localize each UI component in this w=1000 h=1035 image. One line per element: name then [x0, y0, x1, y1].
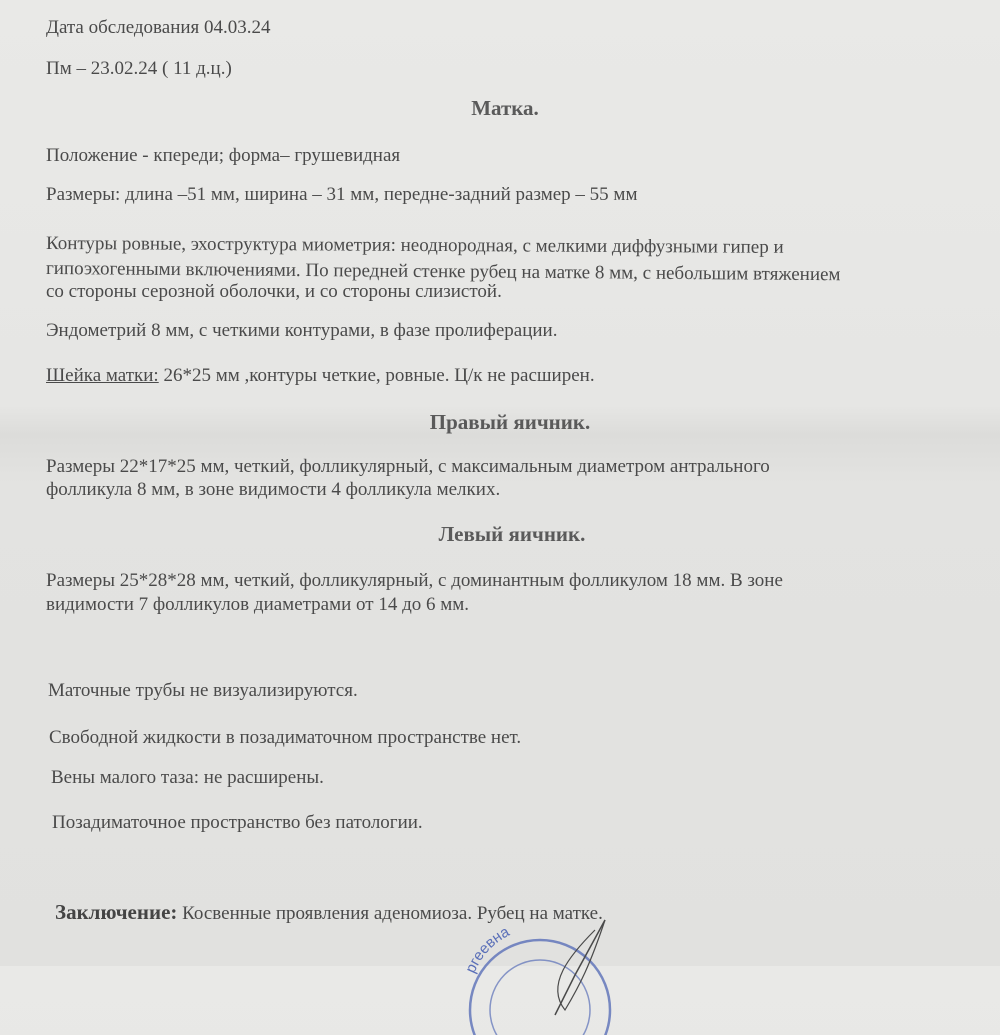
cervix-text: 26*25 мм ,контуры четкие, ровные. Ц/к не расширен. — [158, 365, 595, 386]
signature — [555, 920, 605, 1015]
endometrium: Эндометрий 8 мм, с четкими контурами, в фазе пролиферации. — [46, 320, 558, 341]
doctor-stamp — [455, 915, 625, 1035]
uterus-contours-line: со стороны серозной оболочки, и со стороны слизистой. — [46, 281, 502, 302]
exam-date: Дата обследования 04.03.24 — [46, 17, 271, 38]
right-ovary-heading: Правый яичник. — [429, 410, 591, 434]
left-ovary-heading: Левый яичник. — [438, 522, 586, 546]
conclusion-text: Косвенные проявления аденомиоза. Рубец на матке. — [177, 903, 603, 924]
uterus-sizes: Размеры: длина –51 мм, ширина – 31 мм, передне-задний размер – 55 мм — [46, 184, 638, 205]
right-ovary-line: Размеры 22*17*25 мм, четкий, фолликулярный, с максимальным диаметром антрального — [46, 456, 770, 477]
lmp-date: Пм – 23.02.24 ( 11 д.ц.) — [46, 58, 232, 79]
uterus-contours-line: гипоэхогенными включениями. По передней стенке рубец на матке 8 мм, с небольшим втяжением — [45, 258, 841, 286]
right-ovary-line: фолликула 8 мм, в зоне видимости 4 фолликула мелких. — [46, 479, 501, 500]
pelvic-veins: Вены малого таза: не расширены. — [51, 767, 324, 788]
left-ovary-line: видимости 7 фолликулов диаметрами от 14 до 6 мм. — [46, 594, 470, 615]
uterus-position: Положение - кпереди; форма– грушевидная — [46, 145, 401, 166]
conclusion-label: Заключение: — [55, 900, 178, 924]
left-ovary-line: Размеры 25*28*28 мм, четкий, фолликулярный, с доминантным фолликулом 18 мм. В зоне — [46, 570, 783, 591]
retrouterine-space: Позадиматочное пространство без патологии. — [52, 812, 423, 833]
cervix — [46, 365, 595, 387]
uterus-heading: Матка. — [471, 96, 539, 120]
free-fluid: Свободной жидкости в позадиматочном пространстве нет. — [49, 727, 522, 748]
stamp-text-path: ргеевна — [462, 923, 513, 976]
cervix-label: Шейка матки: — [46, 365, 159, 386]
fallopian-tubes: Маточные трубы не визуализируются. — [48, 680, 358, 701]
uterus-contours-line: Контуры ровные, эхоструктура миометрия: неоднородная, с мелкими диффузными гипер и — [45, 233, 784, 258]
